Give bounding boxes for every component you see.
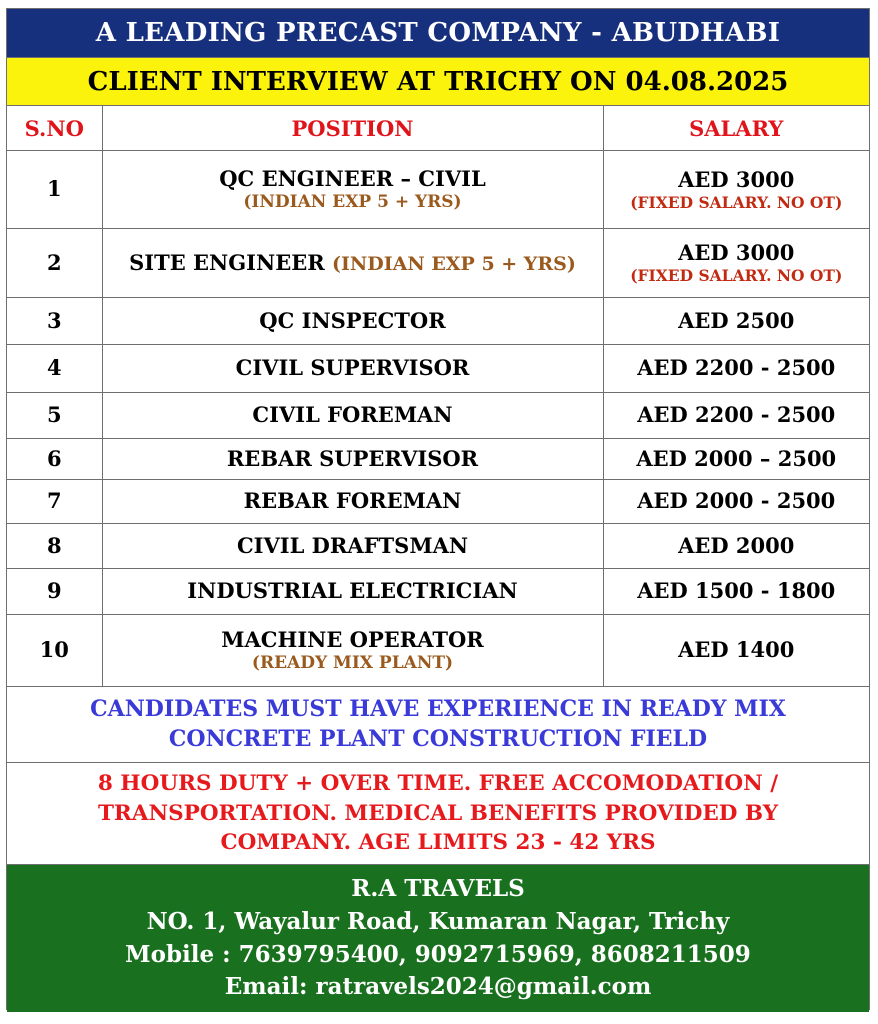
row-salary: AED 2000 - 2500 <box>603 480 869 524</box>
positions-table <box>7 106 869 687</box>
table-row <box>7 615 869 687</box>
table-row <box>7 439 869 480</box>
experience-line: CANDIDATES MUST HAVE EXPERIENCE IN READY MIX <box>90 695 786 722</box>
row-salary <box>603 151 869 229</box>
row-position: REBAR SUPERVISOR <box>102 439 603 480</box>
agency-address: NO. 1, Wayalur Road, Kumaran Nagar, Trichy <box>146 907 730 935</box>
row-position: REBAR FOREMAN <box>102 480 603 524</box>
row-position <box>102 615 603 687</box>
row-position <box>102 151 603 229</box>
row-salary: AED 2500 <box>603 298 869 345</box>
row-position <box>102 229 603 298</box>
row-salary <box>603 229 869 298</box>
sno-header: S.NO <box>7 106 102 151</box>
benefits-note <box>7 763 869 865</box>
position-title: SITE ENGINEER <box>129 249 325 275</box>
row-sno: 7 <box>7 480 102 524</box>
row-sno: 5 <box>7 393 102 439</box>
salary-header: SALARY <box>603 106 869 151</box>
agency-mobile: Mobile : 7639795400, 9092715969, 8608211509 <box>125 940 751 968</box>
experience-line: CONCRETE PLANT CONSTRUCTION FIELD <box>168 725 708 752</box>
table-header-row <box>7 106 869 151</box>
row-salary: AED 2000 – 2500 <box>603 439 869 480</box>
benefits-line: COMPANY. AGE LIMITS 23 - 42 YRS <box>220 830 656 856</box>
position-note: (INDIAN EXP 5 + YRS) <box>243 192 462 212</box>
table-row <box>7 393 869 439</box>
row-sno: 3 <box>7 298 102 345</box>
row-sno: 10 <box>7 615 102 687</box>
job-advertisement <box>6 8 870 1010</box>
row-position: CIVIL FOREMAN <box>102 393 603 439</box>
table-row <box>7 151 869 229</box>
row-salary: AED 1500 - 1800 <box>603 569 869 615</box>
position-title: QC ENGINEER – CIVIL <box>219 165 486 191</box>
row-salary: AED 1400 <box>603 615 869 687</box>
contact-footer <box>7 865 869 1012</box>
row-sno: 8 <box>7 524 102 569</box>
interview-banner: CLIENT INTERVIEW AT TRICHY ON 04.08.2025 <box>7 58 869 106</box>
table-row <box>7 229 869 298</box>
table-row <box>7 298 869 345</box>
salary-amount: AED 3000 <box>678 240 795 266</box>
row-salary: AED 2000 <box>603 524 869 569</box>
position-header: POSITION <box>102 106 603 151</box>
table-row <box>7 524 869 569</box>
row-position: INDUSTRIAL ELECTRICIAN <box>102 569 603 615</box>
table-row <box>7 345 869 393</box>
company-title: A LEADING PRECAST COMPANY - ABUDHABI <box>7 9 869 58</box>
row-sno: 2 <box>7 229 102 298</box>
row-position: CIVIL SUPERVISOR <box>102 345 603 393</box>
row-sno: 4 <box>7 345 102 393</box>
table-row <box>7 480 869 524</box>
row-sno: 9 <box>7 569 102 615</box>
row-salary: AED 2200 - 2500 <box>603 393 869 439</box>
table-row <box>7 569 869 615</box>
row-position: QC INSPECTOR <box>102 298 603 345</box>
salary-note: (FIXED SALARY. NO OT) <box>630 192 843 212</box>
position-note: (READY MIX PLANT) <box>251 653 454 673</box>
agency-name: R.A TRAVELS <box>351 874 525 902</box>
row-position: CIVIL DRAFTSMAN <box>102 524 603 569</box>
salary-note: (FIXED SALARY. NO OT) <box>630 266 843 286</box>
benefits-line: TRANSPORTATION. MEDICAL BENEFITS PROVIDED BY <box>97 800 779 826</box>
salary-amount: AED 3000 <box>678 166 795 192</box>
experience-requirement <box>7 687 869 763</box>
row-salary: AED 2200 - 2500 <box>603 345 869 393</box>
agency-email: Email: ratravels2024@gmail.com <box>224 973 652 1001</box>
position-title: MACHINE OPERATOR <box>221 626 484 652</box>
row-sno: 6 <box>7 439 102 480</box>
row-sno: 1 <box>7 151 102 229</box>
benefits-line: 8 HOURS DUTY + OVER TIME. FREE ACCOMODATION / <box>97 771 779 797</box>
position-note: (INDIAN EXP 5 + YRS) <box>331 252 576 275</box>
